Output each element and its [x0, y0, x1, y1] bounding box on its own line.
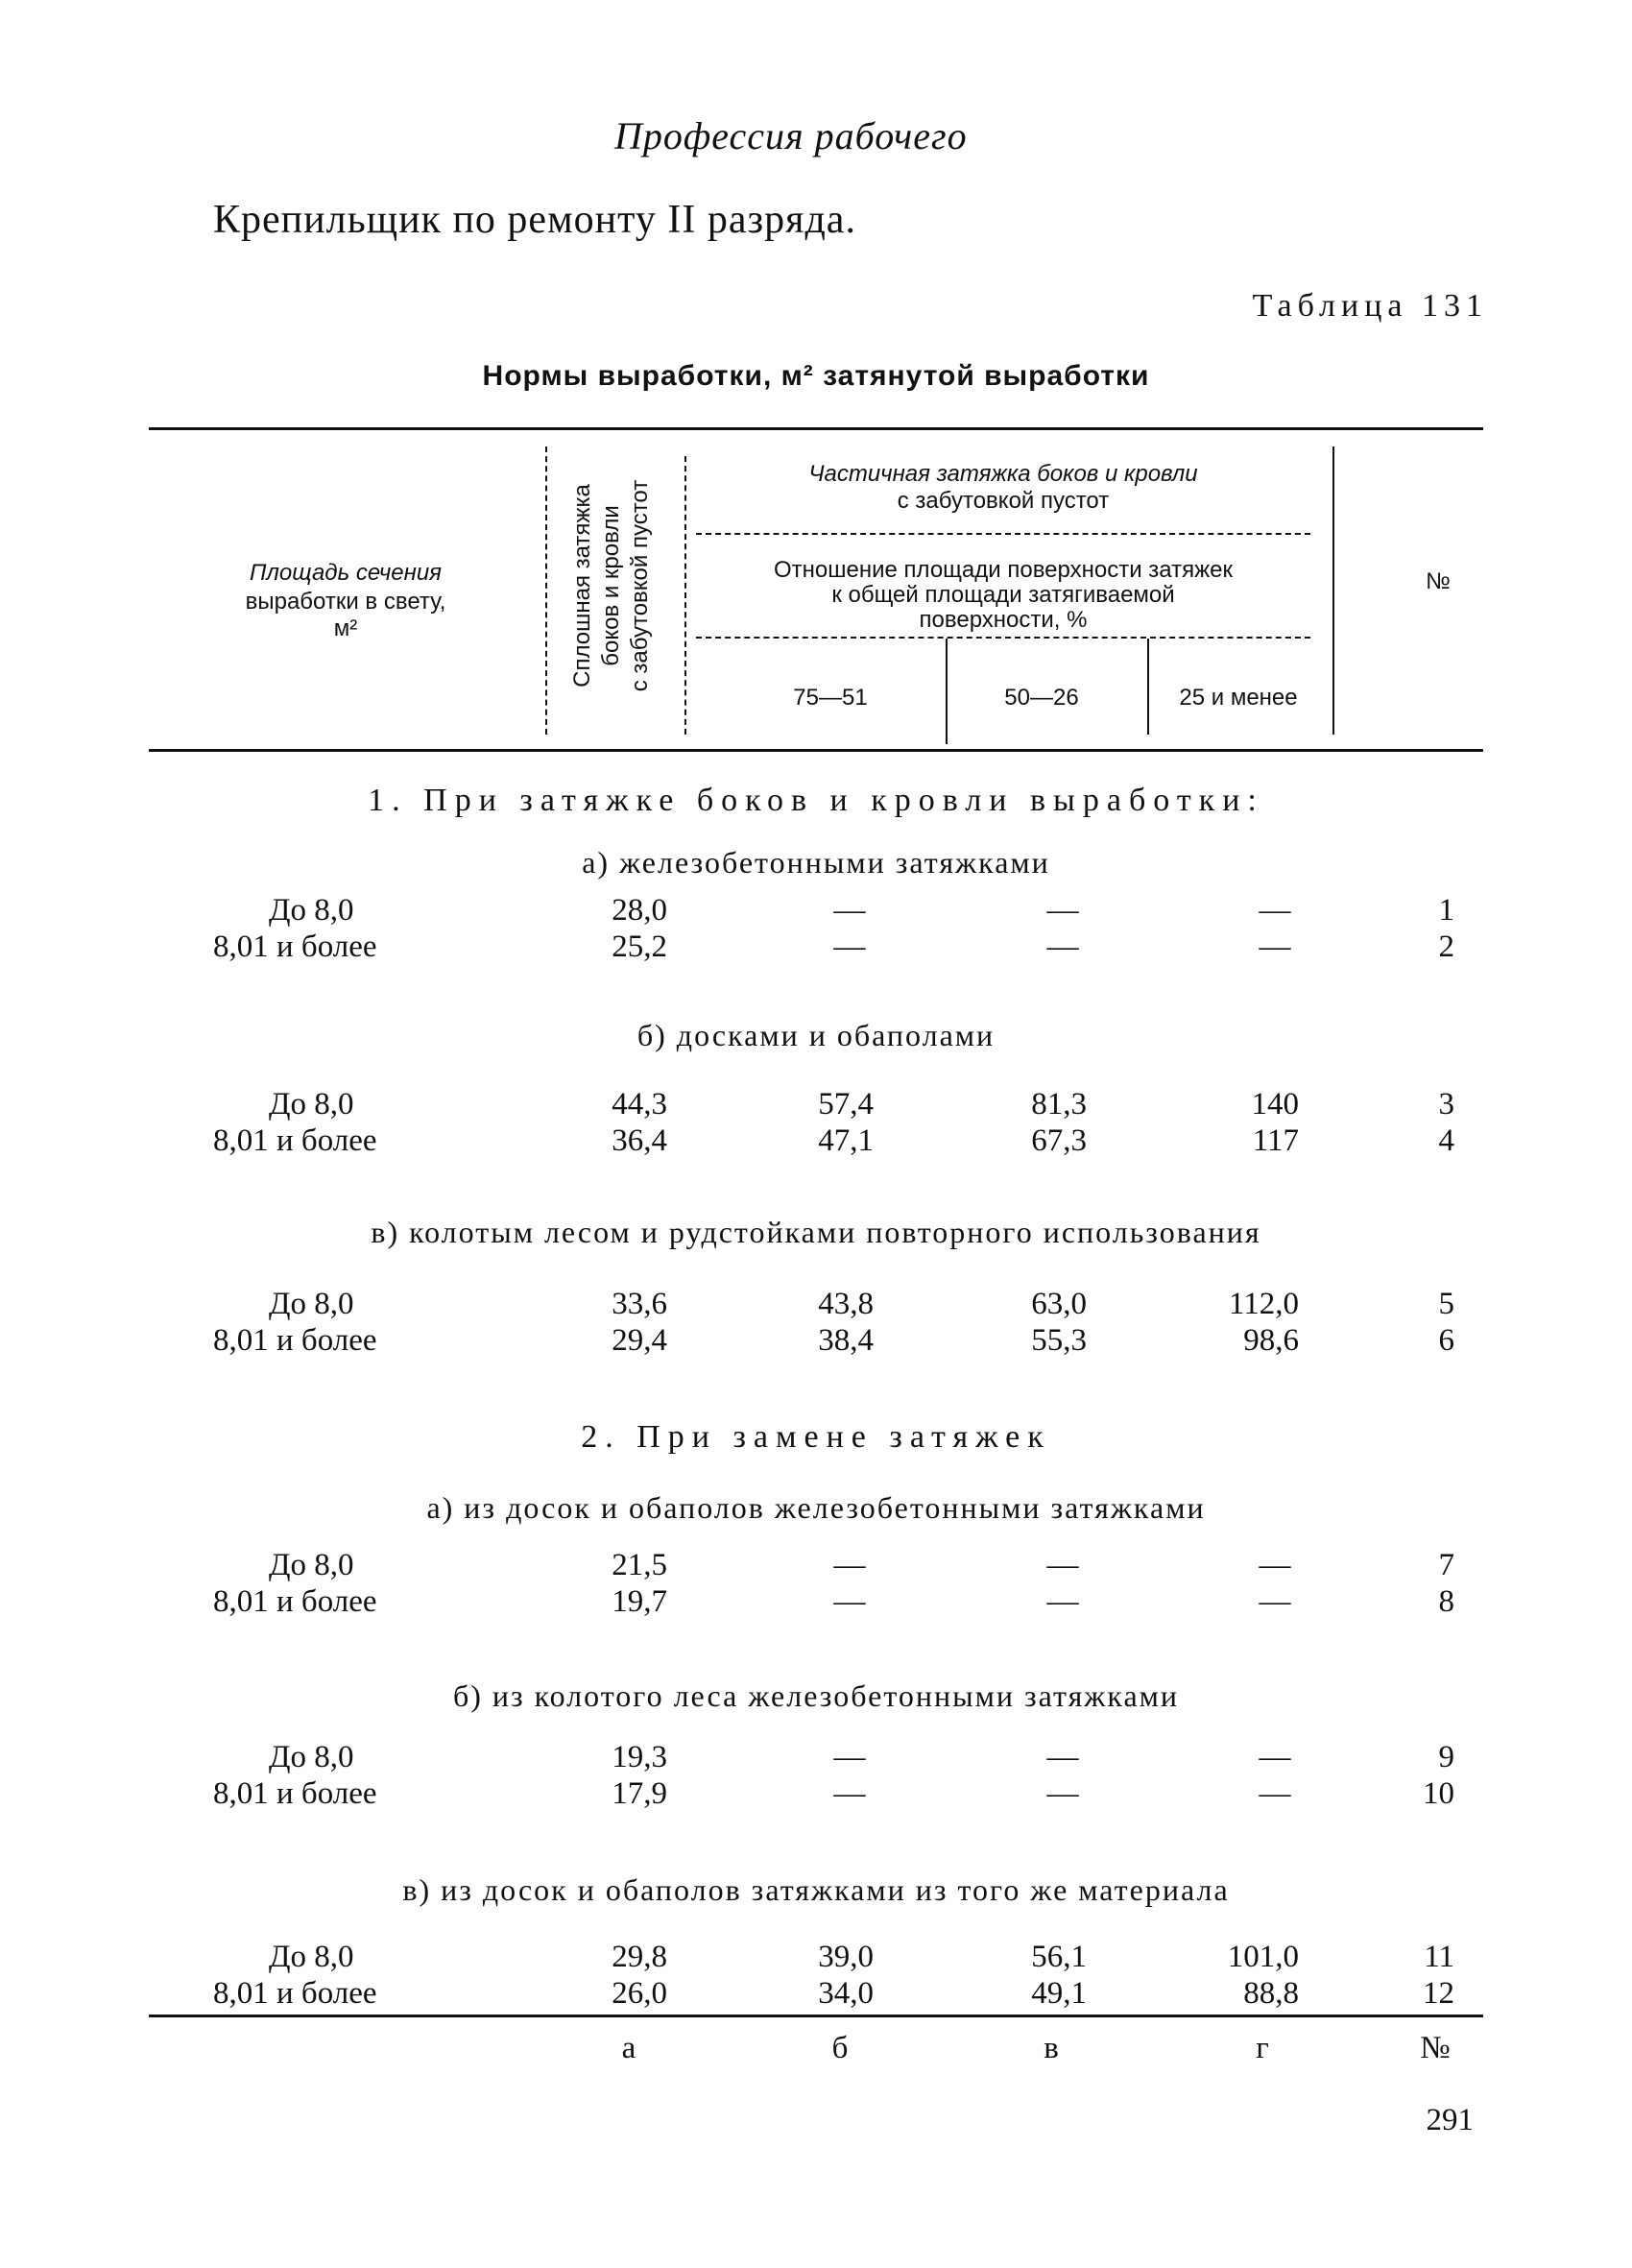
- worker-title: Крепильщик по ремонту II разряда.: [213, 198, 856, 242]
- cell-num: 1: [1438, 893, 1454, 928]
- solid-label-line-2: боков и кровли: [598, 505, 624, 666]
- section-1a: а) железобетонными затяжками: [582, 845, 1050, 880]
- bottom-rule: [149, 2015, 1483, 2017]
- footer-col-num: №: [1420, 2031, 1451, 2065]
- table-number: Таблица 131: [1252, 288, 1488, 324]
- section-1: 1. При затяжке боков и кровли выработки:: [368, 783, 1264, 818]
- cell-a: 28,0: [612, 893, 667, 928]
- area-label-line-3: м²: [333, 615, 358, 641]
- cell-b: —: [833, 1776, 866, 1811]
- cell-num: 11: [1424, 1940, 1454, 1974]
- col-b-header: 75—51: [793, 685, 868, 711]
- top-rule: [149, 427, 1483, 430]
- cell-num: 3: [1438, 1087, 1454, 1122]
- cell-a: 29,8: [612, 1940, 667, 1974]
- cell-a: 36,4: [612, 1123, 667, 1158]
- cell-b: 38,4: [818, 1323, 874, 1358]
- cell-b: —: [833, 893, 866, 928]
- row-label: До 8,0: [269, 1548, 354, 1582]
- footer-col-d: г: [1256, 2031, 1269, 2065]
- cell-c: 81,3: [1031, 1087, 1087, 1122]
- footer-col-b: б: [831, 2031, 849, 2065]
- cell-c: —: [1046, 893, 1079, 928]
- cell-d: 101,0: [1227, 1940, 1299, 1974]
- cell-d: 117: [1252, 1123, 1299, 1158]
- section-2a: а) из досок и обаполов железобетонными затяжками: [426, 1490, 1206, 1525]
- cell-a: 19,3: [612, 1740, 667, 1774]
- solid-label-line-3: с забутовкой пустот: [627, 479, 653, 692]
- cell-a: 21,5: [612, 1548, 667, 1582]
- cell-d: —: [1259, 1776, 1291, 1811]
- cell-num: 12: [1423, 1976, 1454, 2011]
- footer-col-a: а: [621, 2031, 636, 2065]
- row-label: 8,01 и более: [213, 929, 377, 964]
- row-label: 8,01 и более: [213, 1976, 377, 2011]
- cell-a: 29,4: [612, 1323, 667, 1358]
- cell-d: —: [1259, 1584, 1291, 1619]
- cell-b: 39,0: [818, 1940, 874, 1974]
- row-label: До 8,0: [269, 1087, 354, 1122]
- row-label: 8,01 и более: [213, 1123, 377, 1158]
- divider-solid-left: [545, 446, 547, 735]
- cell-c: 63,0: [1031, 1287, 1087, 1321]
- cell-b: 47,1: [818, 1123, 874, 1158]
- cell-a: 25,2: [612, 929, 667, 964]
- cell-num: 9: [1438, 1740, 1454, 1774]
- divider-ratio-cols: [696, 637, 1310, 639]
- cell-num: 2: [1438, 929, 1454, 964]
- area-label-line-2: выработки в свету,: [245, 589, 446, 615]
- row-label: До 8,0: [269, 893, 354, 928]
- cell-c: —: [1046, 1548, 1079, 1582]
- divider-partial-ratio: [696, 533, 1310, 535]
- profession-heading: Профессия рабочего: [614, 114, 968, 157]
- footer-col-c: в: [1044, 2031, 1059, 2065]
- cell-d: —: [1259, 1548, 1291, 1582]
- row-label: 8,01 и более: [213, 1584, 377, 1619]
- divider-solid-right: [684, 456, 686, 735]
- cell-a: 44,3: [612, 1087, 667, 1122]
- cell-a: 26,0: [612, 1976, 667, 2011]
- cell-num: 8: [1438, 1584, 1454, 1619]
- section-2c: в) из досок и обаполов затяжками из того же материала: [402, 1872, 1230, 1907]
- cell-c: —: [1046, 1740, 1079, 1774]
- cell-d: —: [1259, 929, 1291, 964]
- section-1b: б) досками и обаполами: [636, 1018, 996, 1052]
- cell-c: 56,1: [1031, 1940, 1087, 1974]
- cell-d: —: [1259, 1740, 1291, 1774]
- num-header: №: [1426, 568, 1451, 594]
- cell-c: —: [1046, 1776, 1079, 1811]
- divider-num: [1332, 446, 1334, 735]
- table-caption: Нормы выработки, м² затянутой выработки: [482, 360, 1150, 392]
- divider-col-b-c: [946, 639, 948, 744]
- cell-d: 140: [1251, 1087, 1299, 1122]
- partial-label-line-1: Частичная затяжка боков и кровли: [808, 461, 1198, 487]
- cell-a: 19,7: [612, 1584, 667, 1619]
- ratio-label-line-3: поверхности, %: [919, 607, 1088, 633]
- col-c-header: 50—26: [1004, 685, 1079, 711]
- cell-b: 43,8: [818, 1287, 874, 1321]
- cell-c: 67,3: [1031, 1123, 1087, 1158]
- cell-d: 88,8: [1243, 1976, 1299, 2011]
- cell-num: 10: [1423, 1776, 1454, 1811]
- cell-num: 5: [1438, 1287, 1454, 1321]
- cell-d: 98,6: [1243, 1323, 1299, 1358]
- ratio-label-line-1: Отношение площади поверхности затяжек: [774, 557, 1233, 583]
- cell-a: 33,6: [612, 1287, 667, 1321]
- row-label: До 8,0: [269, 1287, 354, 1321]
- cell-num: 7: [1438, 1548, 1454, 1582]
- page-number: 291: [1426, 2103, 1474, 2137]
- row-label: 8,01 и более: [213, 1776, 377, 1811]
- row-label: 8,01 и более: [213, 1323, 377, 1358]
- cell-c: 49,1: [1031, 1976, 1087, 2011]
- cell-b: 34,0: [818, 1976, 874, 2011]
- partial-label-line-2: с забутовкой пустот: [897, 488, 1110, 514]
- solid-label-line-1: Сплошная затяжка: [569, 484, 595, 688]
- cell-a: 17,9: [612, 1776, 667, 1811]
- ratio-label-line-2: к общей площади затягиваемой: [831, 582, 1175, 608]
- cell-b: 57,4: [818, 1087, 874, 1122]
- row-label: До 8,0: [269, 1940, 354, 1974]
- cell-d: —: [1259, 893, 1291, 928]
- divider-col-c-d: [1147, 639, 1149, 735]
- cell-b: —: [833, 1740, 866, 1774]
- col-d-header: 25 и менее: [1179, 685, 1298, 711]
- cell-b: —: [833, 1584, 866, 1619]
- section-2b: б) из колотого леса железобетонными затяжками: [452, 1678, 1180, 1713]
- row-label: До 8,0: [269, 1740, 354, 1774]
- section-1c: в) колотым лесом и рудстойками повторного использования: [371, 1215, 1261, 1249]
- cell-c: —: [1046, 1584, 1079, 1619]
- cell-b: —: [833, 1548, 866, 1582]
- area-label-line-1: Площадь сечения: [249, 560, 442, 586]
- cell-num: 6: [1438, 1323, 1454, 1358]
- cell-num: 4: [1438, 1123, 1454, 1158]
- header-bottom-rule: [149, 749, 1483, 752]
- cell-c: 55,3: [1031, 1323, 1087, 1358]
- cell-b: —: [833, 929, 866, 964]
- cell-d: 112,0: [1228, 1287, 1299, 1321]
- cell-c: —: [1046, 929, 1079, 964]
- section-2: 2. При замене затяжек: [581, 1419, 1051, 1455]
